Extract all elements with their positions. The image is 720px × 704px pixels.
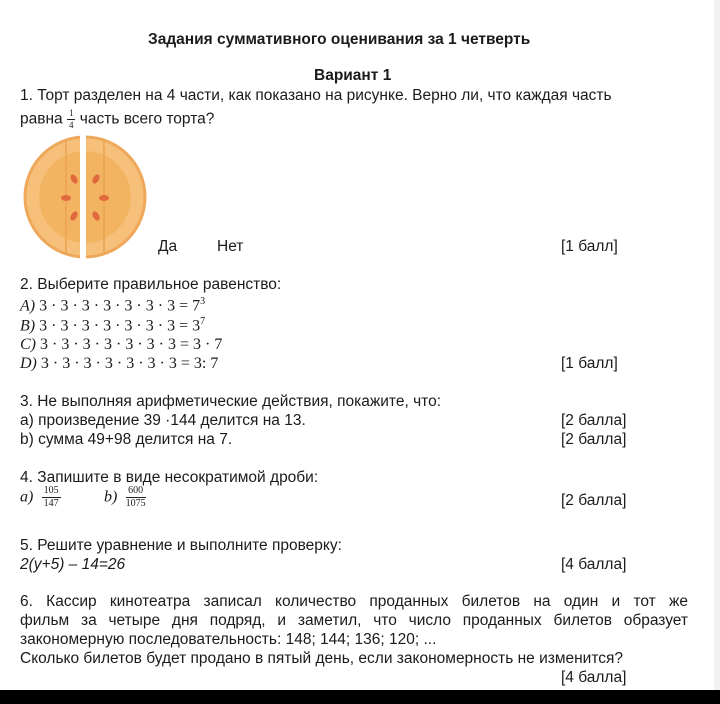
bottom-black-bar bbox=[0, 690, 720, 704]
page-title: Задания суммативного оценивания за 1 четверть bbox=[148, 31, 531, 48]
q3-part-b: b) сумма 49+98 делится на 7. bbox=[20, 431, 233, 448]
q1-text-line1: 1. Торт разделен на 4 части, как показано на рисунке. Верно ли, что каждая часть bbox=[20, 87, 612, 104]
q2-option-c[interactable]: C) 3 · 3 · 3 · 3 · 3 · 3 · 3 = 3 · 7 bbox=[20, 336, 223, 353]
variant-title: Вариант 1 bbox=[314, 67, 392, 84]
q4-fraction-b: $\frac{600}{1075}$ bbox=[125, 485, 146, 509]
q6-text-line4: Сколько билетов будет продано в пятый день, если закономерность не изменится? bbox=[20, 650, 624, 667]
q2-title: 2. Выберите правильное равенство: bbox=[20, 276, 282, 293]
q6-points: [4 балла] bbox=[561, 669, 627, 686]
pie-image bbox=[22, 134, 152, 260]
q4-part-b: b) $\frac{600}{1075}$ bbox=[104, 485, 146, 509]
q3-points-a: [2 балла] bbox=[561, 412, 627, 429]
q3-title: 3. Не выполняя арифметические действия, покажите, что: bbox=[20, 393, 442, 410]
q4-part-a: a) $\frac{105}{147}$ bbox=[20, 485, 59, 509]
q3-points-b: [2 балла] bbox=[561, 431, 627, 448]
q2-option-a[interactable]: A) $3 \cdot 3 \cdot 3 \cdot 3 \cdot 3 \cdot 3 \cdot 3 = 7^3$ bbox=[20, 296, 206, 315]
q5-equation: 2(y+5) – 14=26 bbox=[20, 556, 126, 573]
pie-cut-line bbox=[80, 134, 86, 260]
q1-answer-no[interactable]: Нет bbox=[217, 238, 244, 255]
q1-fraction: $\frac{1}{4}$ bbox=[68, 108, 74, 130]
q5-points: [4 балла] bbox=[561, 556, 627, 573]
page-edge-shadow bbox=[714, 0, 720, 690]
q3-part-a: a) произведение 39 ·144 делится на 13. bbox=[20, 412, 306, 429]
q6-text-line3: закономерную последовательность: 148; 144; 136; 120; ... bbox=[20, 631, 437, 648]
q2-option-b[interactable]: B) $3 \cdot 3 \cdot 3 \cdot 3 \cdot 3 \cdot 3 \cdot 3 = 3^7$ bbox=[20, 316, 206, 335]
q2-points: [1 балл] bbox=[561, 355, 618, 372]
q4-title: 4. Запишите в виде несократимой дроби: bbox=[20, 469, 319, 486]
q6-text-line1: 6. Кассир кинотеатра записал количество проданных билетов на один и тот же bbox=[20, 593, 688, 610]
q1-answer-yes[interactable]: Да bbox=[158, 238, 178, 255]
q4-points: [2 балла] bbox=[561, 492, 627, 509]
q1-text-line2 bbox=[20, 109, 214, 130]
q1-post: часть всего торта? bbox=[79, 110, 215, 128]
q5-title: 5. Решите уравнение и выполните проверку: bbox=[20, 537, 342, 554]
q2-option-d[interactable]: D) 3 · 3 · 3 · 3 · 3 · 3 · 3 = 3: 7 bbox=[20, 355, 219, 372]
q1-points: [1 балл] bbox=[561, 238, 618, 255]
q6-text-line2: фильм за четыре дня подряд, и заметил, что число проданных билетов образует bbox=[20, 612, 688, 629]
q4-fraction-a: $\frac{105}{147}$ bbox=[43, 485, 59, 509]
q1-pre: равна bbox=[20, 110, 63, 128]
